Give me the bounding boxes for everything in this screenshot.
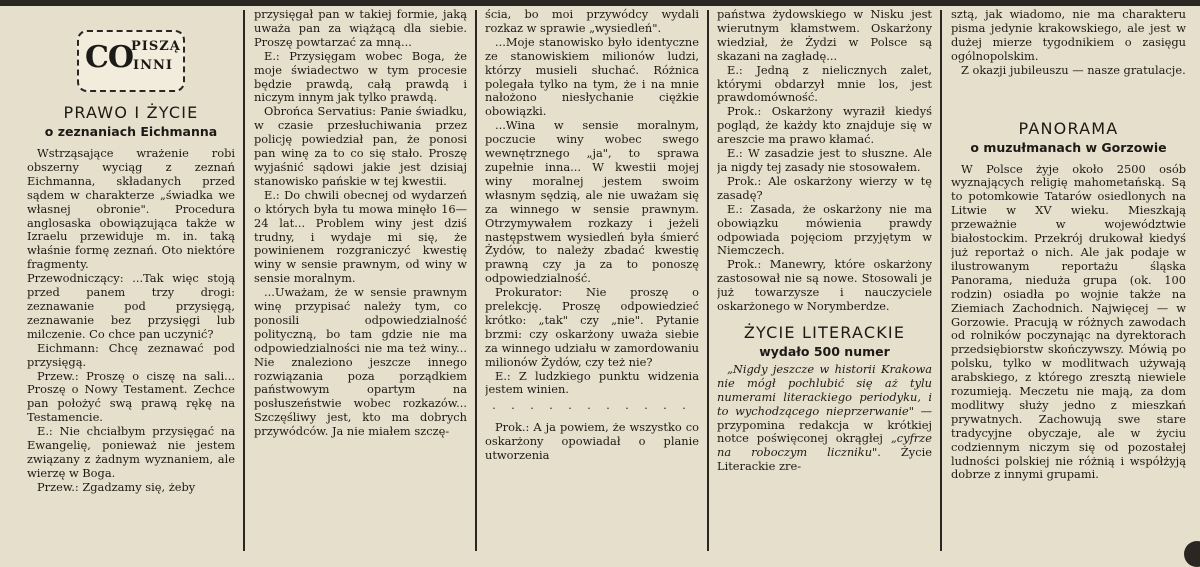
logo-bottom-text: INNI <box>133 58 173 73</box>
paragraph: ścia, bo moi przywódcy wydali rozkaz w sprawie „wysiedleń". <box>485 8 699 35</box>
column-rule <box>707 10 709 551</box>
dialogue-line: Obrońca Servatius: Panie świadku, w czasie przesłuchiwania przez policję powiedział pan, że ponosi pan winę za to co się stało. Proszę wyjaśnić sądowi jakie jest dzisiaj stanowisko pańskie w tej kwestii. <box>254 104 467 188</box>
column-rule <box>475 10 477 551</box>
article-title: PANORAMA <box>1018 118 1119 138</box>
column-2 <box>254 8 467 544</box>
paragraph: ...Wina w sensie moralnym, poczucie winy wobec swego wewnętrznego „ja", to sprawa zupełnie inna... W kwestii mojej winy moralnej jestem swoim własnym sędzią, ale nie uważam się za winnego w sensie prawnym. Otrzymywałem rozkazy i jeżeli następstwem wysiedleń była śmierć Żydów, to należy zbadać kwestię prawną czy ja za to ponoszę odpowiedzialność. <box>485 118 699 286</box>
dialogue-line: Eichmann: Chcę zeznawać pod przysięgą. <box>27 340 235 369</box>
top-border <box>0 0 1200 6</box>
paragraph: Z okazji jubileuszu — nasze gratulacje. <box>961 62 1186 77</box>
dialogue-line: E.: Do chwili obecnej od wydarzeń o których była tu mowa minęło 16—24 lat... Problem winy jest dziś trudny, i wydaje mi się, że powinienem rozgraniczyć kwestię winy w sensie prawnym, od winy w sensie moralnym. <box>254 187 467 286</box>
paragraph: sztą, jak wiadomo, nie ma charakteru pisma jedynie krakowskiego, ale jest w dużej mierze tygodnikiem o zasięgu ogólnopolskim. <box>951 8 1186 63</box>
paragraph <box>717 363 932 474</box>
column-5 <box>951 8 1186 544</box>
column-1 <box>27 12 235 548</box>
corner-mark <box>1184 541 1200 567</box>
column-rule <box>243 10 245 551</box>
paragraph: Wstrząsające wrażenie robi obszerny wyciąg z zeznań Eichmanna, składanych przed sądem w charakterze „świadka we własnej obronie". Procedura anglosaska obowiązująca także w Izraelu przewiduje m. in. taką właśnie formę zeznań. Oto niektóre fragmenty. <box>27 146 235 272</box>
dialogue-line: E.: W zasadzie jest to słuszne. Ale ja nigdy tej zasady nie stosowałem. <box>717 146 932 174</box>
paragraph: ...Moje stanowisko było identyczne ze stanowiskiem milionów ludzi, którzy musieli słuchać. Różnica polegała tylko na tym, że i na mnie nałożono niesłychanie ciężkie obowiązki. <box>485 34 699 119</box>
quote-text: „Nigdy jeszcze w historii Krakowa nie mógł pochlubić się aż tylu numerami literackiego periodyku, i to wychodzącego nieprzerwanie" <box>717 361 932 418</box>
dialogue-line: Przewodniczący: ...Tak więc stoją przed panem trzy drogi: zeznawanie pod przysięgą, zeznawanie bez przysięgi lub milczenie. Co chce pan uczynić? <box>27 271 235 341</box>
dialogue-line: Prok.: A ja powiem, że wszystko co oskarżony opowiadał o planie utworzenia <box>485 420 699 463</box>
article-title: PRAWO I ŻYCIE <box>63 103 199 122</box>
article-subtitle: wydało 500 numer <box>759 343 890 359</box>
paragraph: W Polsce żyje około 2500 osób wyznających religię mahometańską. Są to potomkowie Tatarów osiedlonych na Litwie w XV wieku. Mieszkają przeważnie w województwie białostockim. Przekrój drukował kiedyś już reportaż o nich. Ale jak podaje w ilustrowanym reportażu śląska Panorama, nieduża grupa (ok. 100 rodzin) osiadła po wojnie także na Ziemiach Zachodnich. Najwięcej — w Gorzowie. Pracują w różnych zawodach od rolników poczynając na dyrektorach przedsiębiorstw skończywszy. Mówią po polsku, tylko w modlitwach używają arabskiego, z którego zresztą niewiele rozumieją. Meczetu nie mają, za dom modlitwy służy jedno z mieszkań prywatnych. Zachowują swe stare tradycyjne obyczaje, ale w życiu codziennym niczym się od pozostałej ludności polskiej nie różnią i współżyją dobrze z innymi grupami. <box>951 161 1186 482</box>
dialogue-line: Prok.: Ale oskarżony wierzy w tę zasadę? <box>717 173 932 202</box>
article-title: ŻYCIE LITERACKIE <box>743 322 906 342</box>
dialogue-line: Przew.: Zgadzamy się, żeby <box>37 479 196 494</box>
article-subtitle: o zeznaniach Eichmanna <box>44 124 218 139</box>
dialogue-line: E.: Z ludzkiego punktu widzenia jestem winien. <box>485 368 699 397</box>
article-subtitle: o muzułmanach w Gorzowie <box>970 139 1167 155</box>
logo-big-text: CO <box>85 40 134 75</box>
dialogue-line: E.: Przysięgam wobec Boga, że moje świadectwo w tym procesie będzie prawdą, całą prawdą i niczym innym jak tylko prawdą. <box>254 48 467 105</box>
dialogue-line: E.: Jedną z nielicznych zalet, którymi obdarzył mnie los, jest prawdomówność. <box>717 62 932 105</box>
dialogue-line: Prok.: Oskarżony wyraził kiedyś pogląd, że każdy kto znajduje się w areszcie ma prawo kłamać. <box>717 104 932 147</box>
dialogue-line: E.: Zasada, że oskarżony nie ma obowiązku mówienia prawdy odpowiada pojęciom przyjętym w Niemczech. <box>717 201 932 258</box>
dialogue-line: Prokurator: Nie proszę o prelekcję. Proszę odpowiedzieć krótko: „tak" czy „nie". Pytanie brzmi: czy oskarżony uważa siebie za winnego udziału w zamordowaniu milionów Żydów, czy też nie? <box>485 285 699 369</box>
dialogue-line: Przew.: Proszę o ciszę na sali... Proszę o Nowy Testament. Zechce pan położyć swą prawą rękę na Testamencie. <box>27 368 235 425</box>
column-4 <box>717 8 932 544</box>
dialogue-line: Prok.: Manewry, które oskarżony zastosował nie są nowe. Stosowali je już towarzysze i nauczyciele oskarżonego w Norymberdze. <box>717 257 932 314</box>
paragraph-text: — przypomina redakcja w krótkiej notce poświęconej okrągłej <box>717 403 932 446</box>
dialogue-line: E.: Nie chciałbym przysięgać na Ewangelię, ponieważ nie jestem związany z żadnym wyznaniem, ale wierzę w Boga. <box>27 424 235 480</box>
paragraph: państwa żydowskiego w Nisku jest wierutnym kłamstwem. Oskarżony wiedział, że Żydzi w Polsce są skazani na zagładę... <box>717 8 932 63</box>
column-rule <box>940 10 942 551</box>
logo-top-text: PISZĄ <box>131 39 181 54</box>
paragraph: przysięgał pan w takiej formie, jaką uważa pan za wiążącą dla siebie. Proszę powtarzać za mną... <box>254 8 467 49</box>
section-dots: · · · · · · · · · · · <box>492 402 692 416</box>
paragraph-text: . Życie Literackie zre- <box>717 445 932 474</box>
paragraph: ...Uważam, że w sensie prawnym winę przypisać należy tym, co ponosili odpowiedzialność polityczną, bo tam gdzie nie ma odpowiedzialności nie ma też winy... Nie znaleziono jeszcze innego rozwiązania poza porządkiem państwowym opartym na posłuszeństwie wobec rozkazów... Szczęśliwy jest, kto ma dobrych przywódców. Ja nie miałem szczę- <box>254 285 467 439</box>
quote-text: „cyfrze na roboczym liczniku" <box>717 431 932 460</box>
co-pisza-inni-logo <box>77 30 185 92</box>
column-3 <box>485 8 699 544</box>
